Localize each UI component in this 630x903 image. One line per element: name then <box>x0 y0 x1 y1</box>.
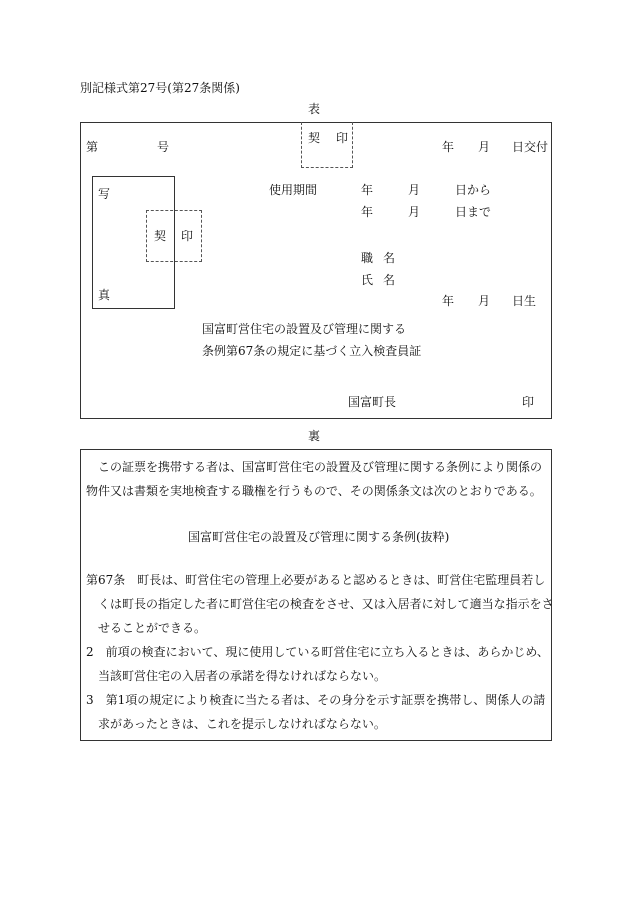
back-card <box>80 449 552 741</box>
period-label: 使用期間 <box>269 183 318 197</box>
photo-label-top: 写 <box>98 187 111 201</box>
period-to-month: 月 <box>408 205 421 219</box>
period-from-month: 月 <box>408 183 421 197</box>
back-intro: この証票を携帯する者は、国富町営住宅の設置及び管理に関する条例により関係の物件又は書類を実地検査する職権を行うもので、その関係条文は次のとおりである。 <box>86 460 543 498</box>
birth-month: 月 <box>478 294 491 308</box>
seal-box-top <box>301 122 353 168</box>
issue-month: 月 <box>478 140 491 154</box>
seal-kei: 契 <box>308 131 321 145</box>
front-heading: 表 <box>308 102 321 116</box>
issue-year: 年 <box>442 140 455 154</box>
form-id: 別記様式第27号(第27条関係) <box>80 81 240 95</box>
photo-seal-in: 印 <box>181 229 194 243</box>
period-to-year: 年 <box>361 205 374 219</box>
job-title-b: 名 <box>383 251 396 265</box>
birth-day: 日生 <box>512 294 537 308</box>
number-dai: 第 <box>86 140 99 154</box>
mayor-seal: 印 <box>522 395 535 409</box>
birth-year: 年 <box>442 294 455 308</box>
article-67-paragraph-2: 2 前項の検査において、現に使用している町営住宅に立ち入るときは、あらかじめ、当該町営住宅の入居者の承諾を得なければならない。 <box>86 645 549 683</box>
period-from-day: 日から <box>455 183 492 197</box>
period-to-day: 日まで <box>455 205 492 219</box>
seal-in: 印 <box>336 131 349 145</box>
excerpt-title: 国富町営住宅の設置及び管理に関する条例(抜粋) <box>188 530 450 544</box>
job-title-a: 職 <box>361 251 374 265</box>
article-67: 第67条 町長は、町営住宅の管理上必要があると認めるときは、町営住宅監理員若しくは町長の指定した者に町営住宅の検査をさせ、又は入居者に対して適当な指示をさせることができる。 <box>86 573 554 635</box>
front-card <box>80 122 552 419</box>
certificate-title-line1: 国富町営住宅の設置及び管理に関する <box>202 322 407 336</box>
photo-label-bottom: 真 <box>98 288 111 302</box>
certificate-title-line2: 条例第67条の規定に基づく立入検査員証 <box>202 344 422 358</box>
photo-seal-kei: 契 <box>154 229 167 243</box>
article-67-paragraph-3: 3 第1項の規定により検査に当たる者は、その身分を示す証票を携帯し、関係人の請求があったときは、これを提示しなければならない。 <box>86 693 546 731</box>
mayor-label: 国富町長 <box>348 395 397 409</box>
issue-day: 日交付 <box>512 140 549 154</box>
name-b: 名 <box>383 273 396 287</box>
name-a: 氏 <box>361 273 374 287</box>
back-heading: 裏 <box>308 429 321 443</box>
photo-seal-box <box>146 210 202 262</box>
number-go: 号 <box>157 140 170 154</box>
period-from-year: 年 <box>361 183 374 197</box>
